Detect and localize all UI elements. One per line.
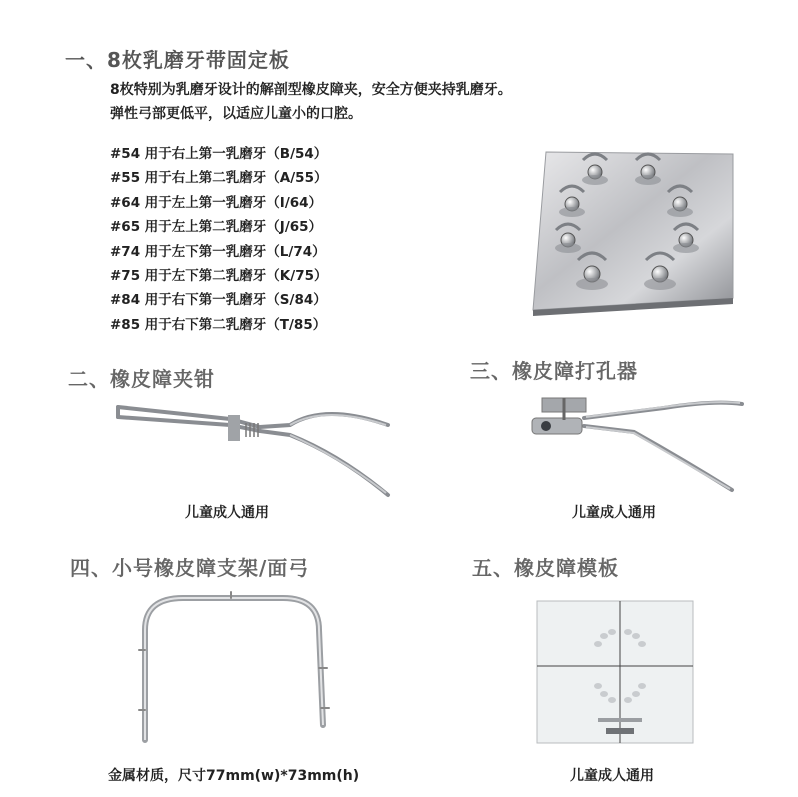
tooth-item: #84 用于右下第一乳磨牙（S/84） [110,292,327,309]
dam-template-image [536,600,694,744]
hole-punch-image [524,390,749,500]
section-1-title: 一、8枚乳磨牙带固定板 [65,48,290,72]
section-3-caption: 儿童成人通用 [572,505,656,521]
tooth-item: #54 用于右上第一乳磨牙（B/54） [110,146,328,162]
tooth-item: #65 用于左上第二乳磨牙（J/65） [110,219,323,236]
tooth-item: #85 用于右下第二乳磨牙（T/85） [110,316,327,333]
section-2-title: 二、橡皮障夹钳 [68,367,215,391]
section-5-title: 五、橡皮障模板 [472,556,619,580]
description-line: 弹性弓部更低平，以适应儿童小的口腔。 [110,106,362,122]
tooth-item: #75 用于左下第二乳磨牙（K/75） [110,268,328,285]
tooth-item: #55 用于右上第二乳磨牙（A/55） [110,170,328,187]
section-4-title: 四、小号橡皮障支架/面弓 [70,556,310,580]
tooth-item: #64 用于左上第一乳磨牙（I/64） [110,194,323,211]
tooth-list [110,142,327,337]
dam-frame-image [133,590,333,748]
section-5-caption: 儿童成人通用 [570,768,654,784]
tooth-item: #74 用于左下第一乳磨牙（L/74） [110,243,326,260]
section-3-title: 三、橡皮障打孔器 [470,359,638,383]
description-line: 8枚特别为乳磨牙设计的解剖型橡皮障夹，安全方便夹持乳磨牙。 [110,82,512,98]
clamp-forceps-image [110,395,395,505]
section-1-description [110,78,512,126]
section-2-caption: 儿童成人通用 [185,505,269,521]
section-4-caption: 金属材质，尺寸77mm(w)*73mm(h) [108,768,360,784]
clamp-board-image [528,140,743,320]
